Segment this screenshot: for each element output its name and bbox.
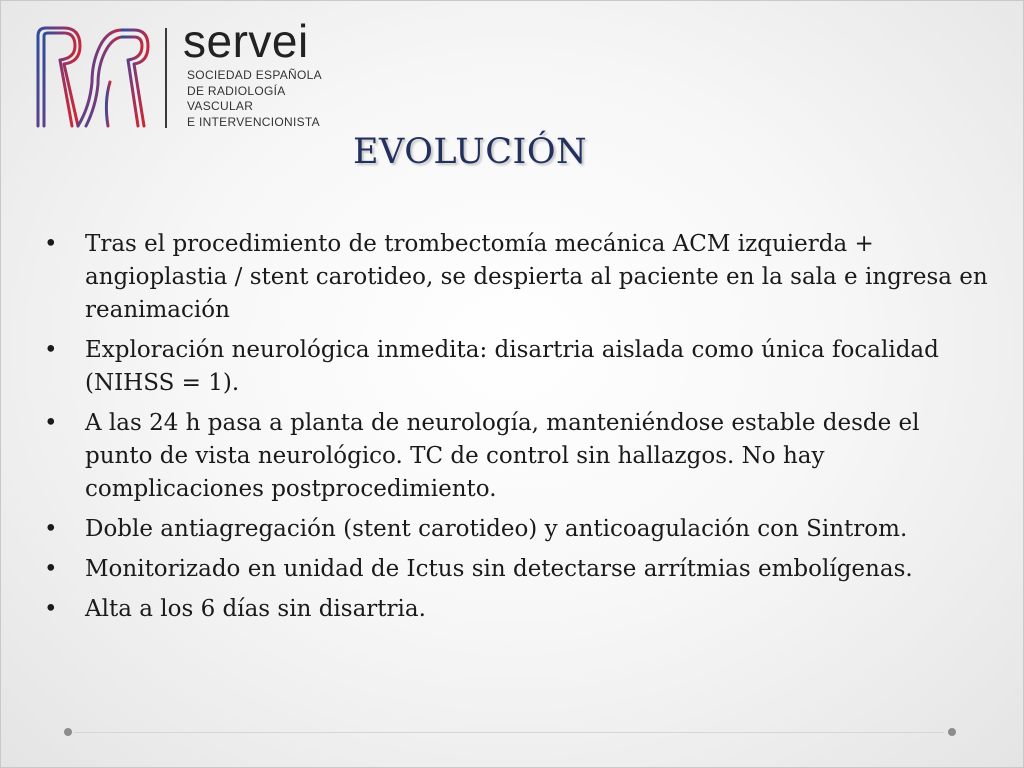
bullet-list [40, 228, 990, 633]
bullet-item [40, 228, 990, 327]
footer-left-dot-icon [64, 728, 72, 736]
bullet-item [40, 407, 990, 506]
bullet-item [40, 513, 990, 546]
bullet-glyph: • [44, 516, 58, 542]
bullet-text: Tras el procedimiento de trombectomía mecánica ACM izquierda + angioplastia / stent carotideo, se despierta al paciente en la sala e ingresa en reanimación [85, 231, 988, 323]
bullet-glyph: • [44, 337, 58, 363]
bullet-glyph: • [44, 596, 58, 622]
logo-organization-name [187, 68, 322, 130]
bullet-text: Exploración neurológica inmedita: disartria aislada como única focalidad (NIHSS = 1). [85, 337, 939, 396]
bullet-glyph: • [44, 231, 58, 257]
logo-divider [165, 28, 167, 128]
logo-wordmark: servei [183, 15, 309, 67]
logo-org-line: DE RADIOLOGÍA [187, 83, 286, 98]
bullet-glyph: • [44, 410, 58, 436]
bullet-glyph: • [44, 556, 58, 582]
bullet-text: Doble antiagregación (stent carotideo) y anticoagulación con Sintrom. [85, 516, 908, 542]
footer-divider [74, 732, 944, 733]
slide-title: EVOLUCIÓN [353, 132, 588, 172]
footer-right-dot-icon [948, 728, 956, 736]
bullet-item [40, 593, 990, 626]
bullet-text: A las 24 h pasa a planta de neurología, manteniéndose estable desde el punto de vista neurológico. TC de control sin hallazgos. No hay complicaciones postprocedimiento. [85, 410, 920, 502]
logo-org-line: SOCIEDAD ESPAÑOLA [187, 68, 322, 82]
bullet-item [40, 553, 990, 586]
bullet-text: Monitorizado en unidad de Ictus sin detectarse arrítmias embolígenas. [85, 556, 913, 582]
logo-org-line: VASCULAR [187, 99, 254, 113]
servei-logo [30, 15, 360, 132]
bullet-text: Alta a los 6 días sin disartria. [85, 596, 426, 622]
bullet-item [40, 334, 990, 400]
rsr-logo-mark-icon [30, 22, 155, 132]
logo-org-line: E INTERVENCIONISTA [187, 114, 320, 129]
